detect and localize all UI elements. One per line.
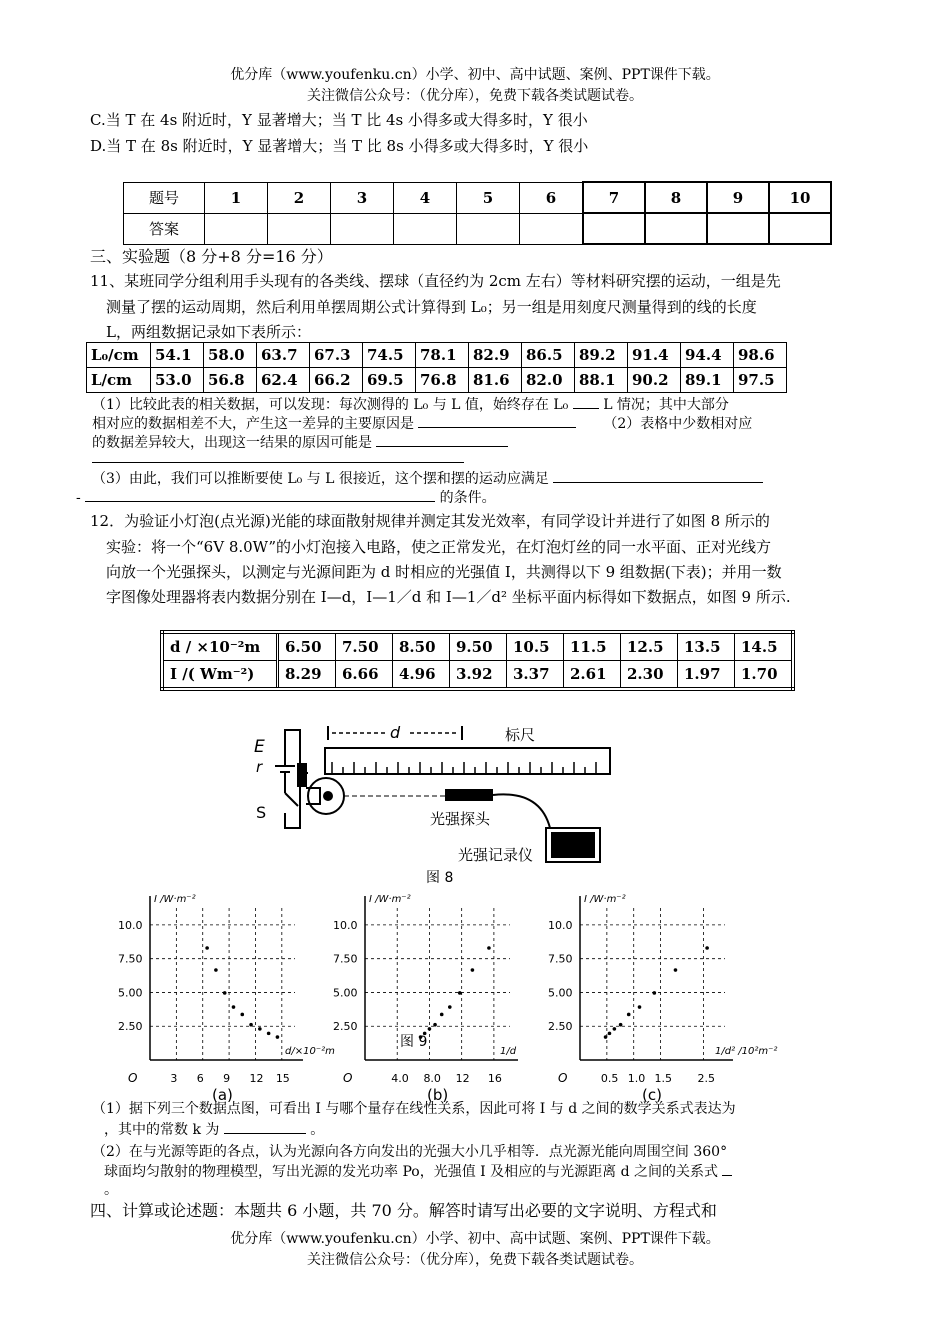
data-point: [223, 991, 227, 995]
y-tick-label: 10.0: [118, 918, 143, 932]
q11-l0-cell: 91.4: [628, 343, 681, 368]
probe: [445, 789, 493, 801]
x-tick-label: 3: [170, 1072, 178, 1085]
x-tick-label: 12: [455, 1072, 470, 1085]
q11-l-cell: 56.8: [204, 368, 257, 393]
data-point: [249, 1023, 253, 1027]
y-axis-label: I /W·m⁻²: [154, 894, 196, 905]
answer-cell[interactable]: [268, 213, 331, 244]
data-point: [214, 968, 218, 972]
answer-num: 10: [769, 182, 831, 213]
origin-label: O: [558, 1071, 568, 1085]
data-point: [440, 1013, 444, 1017]
data-point: [613, 1027, 617, 1031]
data-point: [674, 968, 678, 972]
q12-p1c: 。: [310, 1122, 325, 1138]
q11-line-2: 测量了摆的运动周期，然后利用单摆周期公式计算得到 L₀；另一组是用刻度尺测量得到的线的长度: [106, 298, 757, 316]
q11-blank-reason2-cont[interactable]: [92, 462, 464, 463]
y-tick-label: 7.50: [118, 952, 143, 966]
answer-num: 9: [707, 182, 769, 213]
x-axis-label: 1/d² /10²m⁻²: [715, 1046, 778, 1057]
q12-blank-relation[interactable]: [722, 1175, 732, 1176]
q12-p1a: （1）据下列三个数据点图，可看出 I 与哪个量存在线性关系，因此可将 I 与 d 之间的数学关系式表达为: [92, 1101, 736, 1117]
q11-p1c: 相对应的数据相差不大，产生这一差异的主要原因是: [92, 416, 414, 432]
x-axis-label: 1/d: [500, 1046, 517, 1057]
option-d: D.当 T 在 8s 附近时，Y 显著增大；当 T 比 8s 小得多或大得多时，Y 很小: [90, 137, 589, 155]
q11-p3b: 的条件。: [439, 490, 496, 506]
y-tick-label: 7.50: [548, 952, 573, 966]
y-tick-label: 2.50: [548, 1020, 573, 1034]
q12-row-d: [162, 632, 793, 661]
x-tick-label: 16: [487, 1072, 502, 1085]
fig8-caption: 图 8: [426, 870, 454, 886]
fig8-e: E: [254, 737, 265, 757]
q11-l-cell: 62.4: [257, 368, 310, 393]
y-tick-label: 7.50: [333, 952, 358, 966]
q12-line-3: 向放一个光强探头，以测定与光源间距为 d 时相应的光强值 I，共测得以下 9 组数据(下表)；并用一数: [106, 563, 782, 581]
q12-d-cell: 8.50: [393, 632, 450, 661]
data-point: [240, 1013, 244, 1017]
data-point: [433, 1023, 437, 1027]
q12-blank-k[interactable]: [224, 1133, 306, 1134]
data-point: [487, 946, 491, 950]
answer-num: 7: [583, 182, 645, 213]
q11-l-cell: 69.5: [363, 368, 416, 393]
q11-blank-reason2[interactable]: [376, 446, 508, 447]
circuit: [275, 730, 308, 828]
y-tick-label: 10.0: [548, 918, 573, 932]
q12-d-cell: 7.50: [336, 632, 393, 661]
answer-num: 8: [645, 182, 707, 213]
q11-part3-line2: - 的条件。: [76, 490, 496, 506]
q12-p1b: ，其中的常数 k 为: [104, 1122, 220, 1138]
data-point: [705, 946, 709, 950]
q12-d-cell: 6.50: [278, 632, 336, 661]
q11-label-l: L/cm: [87, 368, 151, 393]
q12-d-cell: 9.50: [450, 632, 507, 661]
answer-cell[interactable]: [394, 213, 457, 244]
q11-l-cell: 97.5: [734, 368, 787, 393]
ruler: [325, 748, 610, 774]
answer-cell[interactable]: [331, 213, 394, 244]
figure-9: [100, 888, 778, 1104]
q11-p3a: （3）由此，我们可以推断要使 L₀ 与 L 很接近，这个摆和摆的运动应满足: [92, 471, 549, 487]
answer-table: [123, 181, 832, 245]
q12-p2b: 球面均匀散射的物理模型，写出光源的发光功率 Po，光强值 I 及相应的与光源距离 d 之间的关系式: [104, 1164, 719, 1180]
x-tick-label: 8.0: [423, 1072, 441, 1085]
section3-title: 三、实验题（8 分+8 分=16 分）: [90, 247, 333, 266]
fig8-probe-label: 光强探头: [430, 810, 491, 828]
q12-i-cell: 3.37: [507, 661, 564, 690]
q11-l0-cell: 89.2: [575, 343, 628, 368]
q12-i-cell: 4.96: [393, 661, 450, 690]
data-point: [276, 1035, 280, 1039]
data-point: [653, 991, 657, 995]
plot-label: (b): [427, 1086, 449, 1104]
origin-label: O: [128, 1071, 138, 1085]
q12-i-cell: 2.30: [621, 661, 678, 690]
y-tick-label: 10.0: [333, 918, 358, 932]
q11-l-cell: 53.0: [151, 368, 204, 393]
q11-row-l: [87, 368, 787, 393]
q11-l-cell: 90.2: [628, 368, 681, 393]
q12-label-d: d / ×10⁻²m: [162, 632, 278, 661]
q11-l-cell: 88.1: [575, 368, 628, 393]
q11-l0-cell: 86.5: [522, 343, 575, 368]
q12-line-1: 12．为验证小灯泡(点光源)光能的球面散射规律并测定其发光效率，有同学设计并进行了如图 8 所示的: [90, 512, 770, 530]
answer-cell[interactable]: [205, 213, 268, 244]
fig8-ruler-label: 标尺: [505, 726, 536, 744]
y-tick-label: 5.00: [333, 986, 358, 1000]
plot-label: (a): [212, 1086, 233, 1104]
q12-p2a: （2）在与光源等距的各点，认为光源向各方向发出的光强大小几乎相等．点光源光能向周围空间 360°: [92, 1144, 728, 1160]
y-axis-label: I /W·m⁻²: [369, 894, 411, 905]
data-point: [608, 1032, 612, 1036]
answer-cell[interactable]: [707, 213, 769, 244]
data-point: [627, 1013, 631, 1017]
q11-p1a: （1）比较此表的相关数据，可以发现：每次测得的 L₀ 与 L 值，始终存在 L₀: [92, 397, 569, 413]
section4-line: 四、计算或论述题：本题共 6 小题，共 70 分。解答时请写出必要的文字说明、方程式和: [90, 1201, 717, 1220]
q11-l-cell: 66.2: [310, 368, 363, 393]
fig8-d: d: [390, 723, 401, 742]
x-tick-label: 2.5: [697, 1072, 716, 1085]
x-tick-label: 9: [223, 1072, 231, 1085]
q12-d-cell: 12.5: [621, 632, 678, 661]
q11-p2a: （2）表格中少数相对应: [603, 416, 753, 432]
q12-part2-line2: [104, 1161, 732, 1181]
q11-l-cell: 82.0: [522, 368, 575, 393]
fig9-caption: 图 9: [400, 1034, 428, 1050]
q11-l-cell: 89.1: [681, 368, 734, 393]
q11-p2b: 的数据差异较大，出现这一结果的原因可能是: [92, 435, 372, 451]
q11-row-l0: [87, 343, 787, 368]
answer-table-label-q: 题号: [124, 182, 205, 213]
data-point: [258, 1027, 262, 1031]
answer-cell[interactable]: [769, 213, 831, 244]
option-c: C.当 T 在 4s 附近时，Y 显著增大；当 T 比 4s 小得多或大得多时，Y 很小: [90, 111, 588, 129]
data-point: [232, 1005, 236, 1009]
q12-i-cell: 1.70: [735, 661, 794, 690]
y-tick-label: 2.50: [333, 1020, 358, 1034]
q12-i-cell: 6.66: [336, 661, 393, 690]
answer-cell[interactable]: [520, 213, 584, 244]
q12-d-cell: 11.5: [564, 632, 621, 661]
q11-l-cell: 81.6: [469, 368, 522, 393]
y-tick-label: 5.00: [118, 986, 143, 1000]
answer-num: 5: [457, 182, 520, 213]
data-point: [638, 1005, 642, 1009]
q11-blank-compare[interactable]: [573, 408, 599, 409]
data-point: [428, 1027, 432, 1031]
q12-line-4: 字图像处理器将表内数据分别在 I—d，I—1／d 和 I—1／d² 坐标平面内标得如下数据点，如图 9 所示.: [106, 588, 791, 606]
y-tick-label: 5.00: [548, 986, 573, 1000]
header-line-2: 关注微信公众号：（优分库），免费下载各类试题试卷。: [307, 88, 643, 104]
fig8-r: r: [256, 758, 263, 776]
q11-blank-reason1[interactable]: [418, 427, 576, 428]
q12-part1-line2: [104, 1119, 324, 1139]
header-line-1: 优分库（www.youfenku.cn）小学、初中、高中试题、案例、PPT课件下载。: [230, 67, 720, 83]
q11-blank-condition[interactable]: [553, 482, 763, 483]
q11-l0-cell: 98.6: [734, 343, 787, 368]
x-tick-label: 4.0: [391, 1072, 409, 1085]
q12-d-cell: 13.5: [678, 632, 735, 661]
data-point: [471, 968, 475, 972]
q12-line-2: 实验：将一个“6V 8.0W”的小灯泡接入电路，使之正常发光，在灯泡灯丝的同一水平面、正对光线方: [106, 538, 772, 556]
q11-line-1: 11、某班同学分组利用手头现有的各类线、摆球（直径约为 2cm 左右）等材料研究摆的运动，一组是先: [90, 272, 781, 290]
data-point: [619, 1023, 623, 1027]
answer-table-row-numbers: [124, 182, 832, 213]
q11-p1b: L 情况；其中大部分: [603, 397, 729, 413]
x-tick-label: 15: [275, 1072, 290, 1085]
data-point: [205, 946, 209, 950]
answer-cell[interactable]: [583, 213, 645, 244]
footer-line-2: 关注微信公众号：（优分库），免费下载各类试题试卷。: [307, 1252, 643, 1268]
answer-table-row-answers: [124, 213, 832, 244]
answer-cell[interactable]: [645, 213, 707, 244]
plot-b: [333, 894, 518, 1104]
data-point: [604, 1035, 608, 1039]
q11-l0-cell: 67.3: [310, 343, 363, 368]
x-tick-label: 0.5: [600, 1072, 619, 1085]
q11-l-cell: 76.8: [416, 368, 469, 393]
answer-num: 1: [205, 182, 268, 213]
answer-num: 2: [268, 182, 331, 213]
q12-table: [160, 630, 795, 691]
q12-d-cell: 14.5: [735, 632, 794, 661]
q11-blank-condition-cont[interactable]: [85, 501, 435, 502]
data-point: [267, 1032, 271, 1036]
q12-i-cell: 8.29: [278, 661, 336, 690]
answer-table-label-a: 答案: [124, 213, 205, 244]
q11-part2-line: [92, 432, 508, 452]
q11-part1-line2: [92, 413, 752, 433]
answer-num: 3: [331, 182, 394, 213]
data-point: [448, 1005, 452, 1009]
q12-i-cell: 2.61: [564, 661, 621, 690]
x-tick-label: 1.0: [627, 1072, 646, 1085]
fig8-s: S: [256, 803, 267, 822]
q12-d-cell: 10.5: [507, 632, 564, 661]
q11-part3-line1: [92, 468, 763, 488]
q12-label-i: I /( Wm⁻²): [162, 661, 278, 690]
x-tick-label: 6: [196, 1072, 204, 1085]
x-tick-label: 1.5: [654, 1072, 673, 1085]
q11-l0-cell: 54.1: [151, 343, 204, 368]
q12-row-i: [162, 661, 793, 690]
plot-a: [118, 894, 335, 1104]
answer-num: 4: [394, 182, 457, 213]
y-tick-label: 2.50: [118, 1020, 143, 1034]
y-axis-label: I /W·m⁻²: [584, 894, 626, 905]
origin-label: O: [343, 1071, 353, 1085]
data-point: [458, 991, 462, 995]
q11-label-l0: L₀/cm: [87, 343, 151, 368]
answer-cell[interactable]: [457, 213, 520, 244]
fig8-recorder-label: 光强记录仪: [458, 846, 534, 864]
q11-l0-cell: 58.0: [204, 343, 257, 368]
x-axis-label: d/×10⁻²m: [285, 1046, 335, 1057]
answer-num: 6: [520, 182, 584, 213]
q11-l0-cell: 82.9: [469, 343, 522, 368]
q11-l0-cell: 94.4: [681, 343, 734, 368]
q11-table: [86, 342, 787, 393]
q12-i-cell: 1.97: [678, 661, 735, 690]
q11-l0-cell: 78.1: [416, 343, 469, 368]
q12-i-cell: 3.92: [450, 661, 507, 690]
x-tick-label: 12: [249, 1072, 264, 1085]
q11-line-3: L，两组数据记录如下表所示：: [106, 323, 311, 341]
q12-p2c: 。: [104, 1182, 118, 1198]
q11-l0-cell: 63.7: [257, 343, 310, 368]
footer-line-1: 优分库（www.youfenku.cn）小学、初中、高中试题、案例、PPT课件下载。: [230, 1231, 720, 1247]
q11-part1-line1: [92, 394, 729, 414]
plot-label: (c): [642, 1086, 662, 1104]
q11-l0-cell: 74.5: [363, 343, 416, 368]
figure-8: [240, 718, 620, 888]
plot-c: [548, 894, 777, 1104]
